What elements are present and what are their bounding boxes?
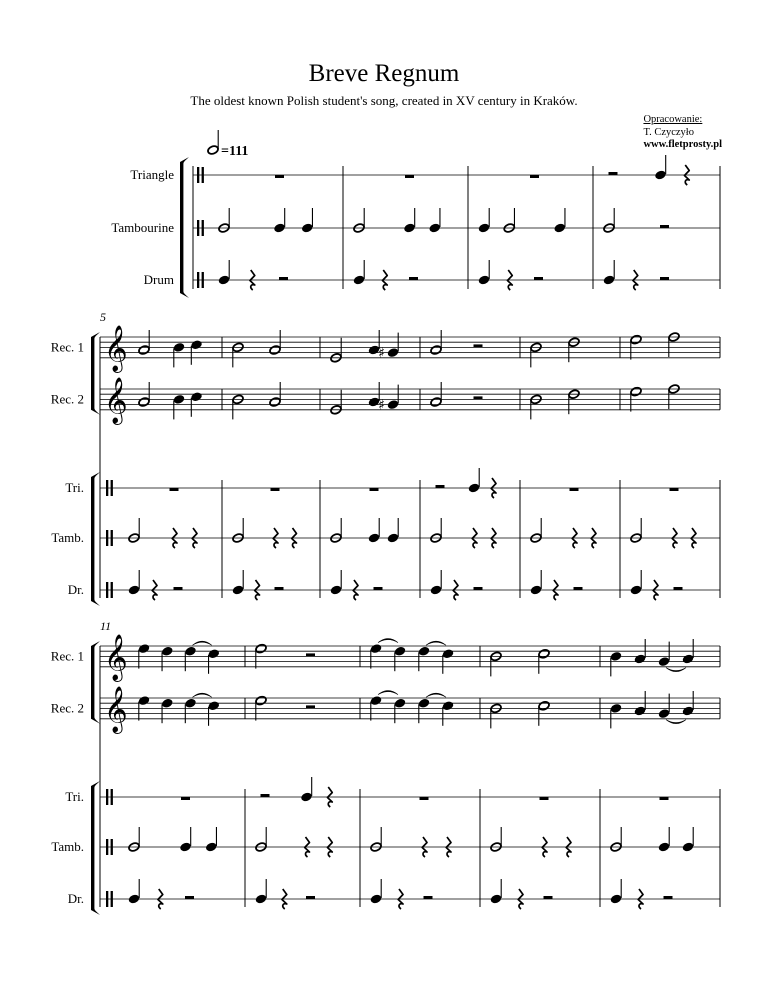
notehead [610,651,623,662]
system-1 [111,130,720,298]
half-note [668,384,680,409]
notehead [394,698,407,709]
notehead [603,274,616,285]
notehead [184,698,197,709]
quarter-note [478,260,491,286]
half-note [128,518,140,543]
half-rest [436,485,445,488]
notehead [370,893,383,904]
system-2 [51,310,720,606]
treble-clef-icon: 𝄞 [104,686,128,733]
half-rest [474,396,483,399]
half-rest [275,587,284,590]
clef-bar [111,789,113,805]
whole-rest [275,175,284,178]
notehead [301,222,314,233]
notehead [273,222,286,233]
whole-rest [181,797,190,800]
whole-rest [660,797,669,800]
whole-rest [370,488,379,491]
half-rest [474,344,483,347]
half-note [503,208,515,233]
notehead [610,893,623,904]
notehead [428,222,441,233]
quarter-note [658,642,671,668]
half-note [490,651,502,676]
notehead [630,584,643,595]
notehead [430,584,443,595]
quarter-note [387,518,400,544]
quarter-note [128,570,141,596]
quarter-note [682,639,695,665]
arranger-name: T. Czyczyło [643,126,694,138]
notehead [353,274,366,285]
half-note [207,130,219,155]
quarter-note [387,385,400,411]
notehead [530,584,543,595]
instrument-name: Rec. 1 [50,648,84,664]
notehead [418,646,431,657]
instrument-name: Rec. 2 [50,391,84,407]
half-note [530,394,542,419]
half-note [330,518,342,543]
quarter-note [658,827,671,853]
quarter-note [368,518,381,544]
half-note [530,518,542,543]
clef-bar [111,891,113,907]
tie [193,693,212,697]
quarter-note [232,570,245,596]
treble-clef-icon: 𝄞 [104,325,128,372]
half-note [232,394,244,419]
half-rest [664,896,673,899]
quarter-note [161,646,174,672]
quarter-note [353,260,366,286]
quarter-note [394,646,407,672]
instrument-name: Dr. [67,582,84,597]
quarter-note [610,651,623,677]
half-note [490,703,502,728]
quarter-note [553,208,566,234]
measure-number: 11 [100,619,112,633]
quarter-note [603,260,616,286]
quarter-note [387,333,400,359]
half-note [430,382,442,407]
quarter-note [138,643,151,669]
quarter-note [138,695,151,721]
whole-rest [271,488,280,491]
instrument-name: Tri. [65,480,84,495]
quarter-note [403,208,416,234]
notehead [300,791,313,802]
tie [426,693,446,697]
quarter-note [207,700,220,726]
quarter-note [184,646,197,672]
half-note [568,337,580,362]
arranger-label: Opracowanie: [643,114,703,125]
notehead [205,841,218,852]
clef-bar [202,220,204,236]
half-rest [424,896,433,899]
clef-bar [197,167,199,183]
notehead-open [255,695,267,706]
notehead [161,698,174,709]
half-rest [474,587,483,590]
clef-bar [202,167,204,183]
notehead [190,339,203,350]
notehead [394,646,407,657]
quarter-note [634,691,647,717]
tie [666,720,686,724]
half-note [330,390,342,415]
whole-rest [405,175,414,178]
quarter-note [300,777,313,803]
notehead [128,584,141,595]
quarter-note [301,208,314,234]
quarter-note [370,643,383,669]
quarter-note [394,698,407,724]
quarter-note [654,155,667,181]
notehead-open [138,397,150,408]
bracket-bar [91,786,94,910]
notehead [207,648,220,659]
clef-bar [106,480,108,496]
notehead-open [630,334,642,345]
half-rest [409,277,418,280]
notehead [255,893,268,904]
instrument-name: Drum [143,272,174,287]
half-note [330,338,342,363]
notehead [161,646,174,657]
whole-rest [670,488,679,491]
notehead [478,274,491,285]
half-rest [261,794,270,797]
instrument-name: Rec. 2 [50,700,84,716]
half-note [370,827,382,852]
notehead [387,532,400,543]
quarter-note [190,339,203,365]
half-note [430,330,442,355]
clef-bar [106,891,108,907]
notehead [478,222,491,233]
whole-rest [570,488,579,491]
quarter-note [179,827,192,853]
half-note [630,334,642,359]
half-note [353,208,365,233]
half-note [255,695,267,720]
notehead [403,222,416,233]
clef-bar [106,789,108,805]
bracket-bar [180,162,183,293]
quarter-note [273,208,286,234]
half-note [538,649,550,674]
notehead [207,700,220,711]
notehead [682,841,695,852]
system-bracket [91,781,100,915]
quarter-note [255,879,268,905]
notehead [179,841,192,852]
notehead [173,342,186,353]
whole-rest [540,797,549,800]
notehead [190,391,203,402]
half-rest [574,587,583,590]
half-rest [674,587,683,590]
notehead [654,169,667,180]
system-bracket [180,157,189,298]
half-note [232,518,244,543]
notehead-open [269,345,281,356]
quarter-note [430,570,443,596]
notehead [553,222,566,233]
sharp-icon: ♯ [378,345,385,362]
half-note [269,382,281,407]
instrument-name: Dr. [67,891,84,906]
half-note [232,342,244,367]
half-note [255,827,267,852]
half-rest [306,653,315,656]
instrument-name: Tamb. [51,839,84,854]
clef-bar [197,220,199,236]
half-note [603,208,615,233]
quarter-note [442,648,455,674]
half-rest [174,587,183,590]
bracket-bar [91,646,94,719]
quarter-note [428,208,441,234]
quarter-note [184,698,197,724]
clef-bar [106,530,108,546]
half-rest [544,896,553,899]
quarter-note [218,260,231,286]
half-note [630,518,642,543]
half-rest [306,896,315,899]
notehead-open [255,643,267,654]
instrument-name: Tri. [65,789,84,804]
quarter-note [370,879,383,905]
tie [426,641,446,645]
notehead [468,482,481,493]
whole-rest [530,175,539,178]
tie [378,691,398,695]
tie [378,639,398,643]
treble-clef-icon: 𝄞 [104,377,128,424]
half-note [255,643,267,668]
quarter-note [207,648,220,674]
half-rest [534,277,543,280]
half-rest [279,277,288,280]
notehead [218,274,231,285]
notehead [418,698,431,709]
notehead [370,695,383,706]
notehead-open [207,145,219,156]
quarter-note [370,695,383,721]
notehead-open [269,397,281,408]
half-note [538,701,550,726]
instrument-name: Tambourine [111,220,174,235]
tie [193,641,212,645]
notehead [634,653,647,664]
notehead [610,703,623,714]
quarter-note [490,879,503,905]
notehead [138,643,151,654]
notehead-open [630,386,642,397]
tempo-marking [207,130,249,159]
half-rest [185,896,194,899]
system-bracket [91,332,100,415]
quarter-note [128,879,141,905]
clef-bar [111,839,113,855]
instrument-name: Rec. 1 [50,339,84,355]
clef-bar [106,582,108,598]
notehead-open [538,701,550,712]
notehead [138,695,151,706]
notehead-open [538,649,550,660]
half-note [218,208,230,233]
half-note [630,386,642,411]
notehead [634,705,647,716]
half-note [668,332,680,357]
notehead-open [430,397,442,408]
notehead [184,646,197,657]
bracket-bar [91,477,94,601]
half-rest [374,587,383,590]
notehead-open [430,345,442,356]
quarter-note [418,646,431,672]
half-rest [609,172,618,175]
quarter-note [630,570,643,596]
notehead [442,648,455,659]
half-note [530,342,542,367]
treble-clef-icon: 𝄞 [104,634,128,681]
clef-bar [106,839,108,855]
notehead [128,893,141,904]
notehead [682,705,695,716]
half-note [269,330,281,355]
notehead [658,708,671,719]
quarter-note [634,639,647,665]
notehead [682,653,695,664]
bracket-bar [91,337,94,410]
half-note [490,827,502,852]
notehead [387,347,400,358]
notehead [368,532,381,543]
quarter-note [190,391,203,417]
website-link[interactable]: www.fletprosty.pl [643,139,722,150]
quarter-note [173,394,186,420]
tie [666,668,686,672]
quarter-note [330,570,343,596]
quarter-note [442,700,455,726]
quarter-note [610,703,623,729]
quarter-note [682,827,695,853]
whole-rest [170,488,179,491]
quarter-note [161,698,174,724]
quarter-note [418,698,431,724]
clef-bar [111,582,113,598]
half-note [430,518,442,543]
quarter-note [658,694,671,720]
notehead [658,656,671,667]
half-note [568,389,580,414]
half-note [138,330,150,355]
notehead [232,584,245,595]
notehead-open [138,345,150,356]
sharp-icon: ♯ [378,397,385,414]
system-bracket [91,472,100,606]
notehead [658,841,671,852]
score-subtitle: The oldest known Polish student's song, created in XV century in Kraków. [190,93,578,108]
notehead [387,399,400,410]
measure-number: 5 [100,310,106,324]
tempo-value: =111 [221,144,249,159]
clef-bar [111,530,113,546]
whole-rest [420,797,429,800]
half-rest [306,705,315,708]
clef-bar [202,272,204,288]
quarter-note [610,879,623,905]
system-3 [51,619,720,915]
half-rest [660,277,669,280]
notehead [330,584,343,595]
notehead [442,700,455,711]
quarter-note [530,570,543,596]
quarter-note [205,827,218,853]
clef-bar [111,480,113,496]
quarter-note [682,691,695,717]
notehead [490,893,503,904]
notehead [370,643,383,654]
instrument-name: Triangle [130,167,174,182]
half-note [138,382,150,407]
half-rest [660,225,669,228]
quarter-note [478,208,491,234]
system-bracket [91,641,100,724]
notehead [173,394,186,405]
quarter-note [173,342,186,368]
score-title: Breve Regnum [308,60,460,87]
quarter-note [468,468,481,494]
instrument-name: Tamb. [51,530,84,545]
clef-bar [197,272,199,288]
half-note [128,827,140,852]
half-note [610,827,622,852]
